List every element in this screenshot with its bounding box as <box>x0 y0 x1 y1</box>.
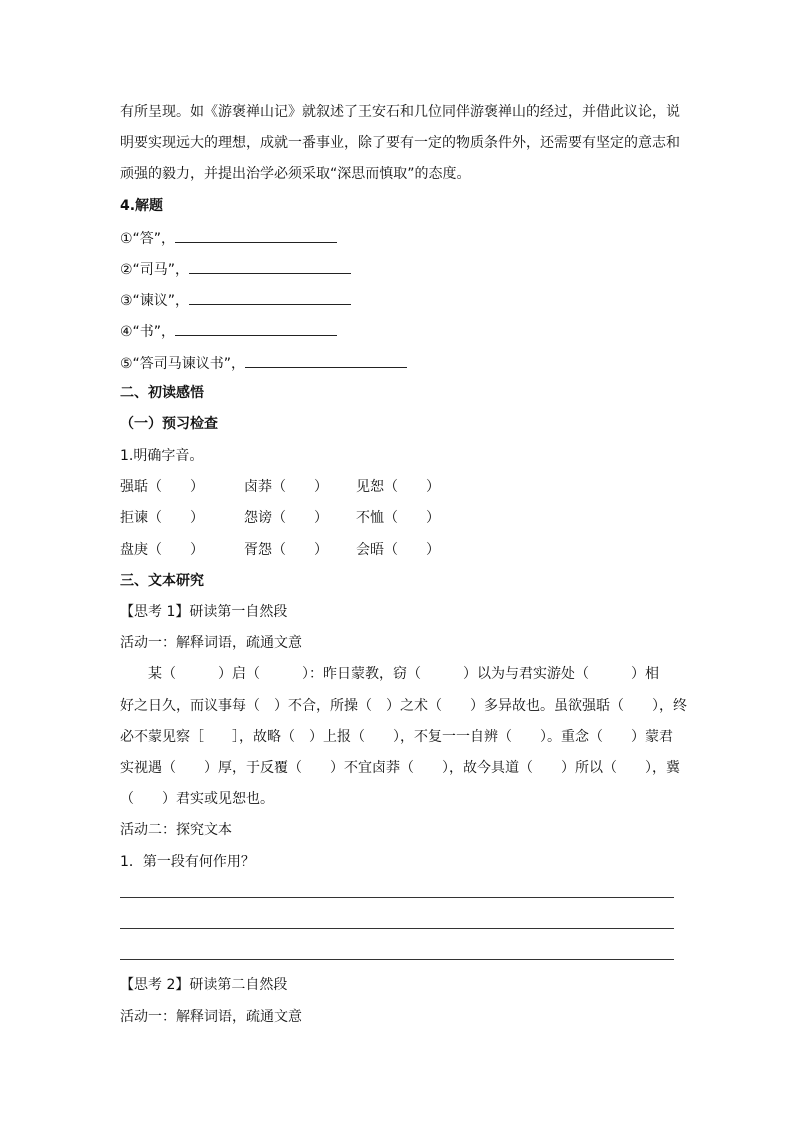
pronunciation-item[interactable]: 卤莽（ ） <box>244 479 328 495</box>
passage-line-5: （ ）君实或见恕也。 <box>120 791 274 807</box>
answer-blank[interactable] <box>189 258 351 274</box>
answer-line[interactable] <box>120 928 674 929</box>
answer-line[interactable] <box>120 897 674 898</box>
passage-line-3: 必不蒙见察［ ］，故略（ ）上报（ ），不复一一自辨（ ）。重念（ ）蒙君 <box>120 729 673 745</box>
think-2-heading: 【思考 2】研读第二自然段 <box>120 977 288 993</box>
pronunciation-item[interactable]: 见恕（ ） <box>356 479 440 495</box>
solve-item-label: ④“书”， <box>120 324 176 340</box>
section-2-subheading: （一）预习检查 <box>120 416 218 432</box>
answer-blank[interactable] <box>175 320 337 336</box>
think-1-heading: 【思考 1】研读第一自然段 <box>120 604 288 620</box>
question-1: 1．第一段有何作用？ <box>120 854 255 870</box>
activity-2-label: 活动二：探究文本 <box>120 822 232 838</box>
activity-3-label: 活动一：解释词语，疏通文意 <box>120 1009 302 1025</box>
section-2-heading: 二、初读感悟 <box>120 385 204 401</box>
solve-item-3 <box>120 289 351 311</box>
solve-item-label: ①“答”， <box>120 231 176 247</box>
pronunciation-item[interactable]: 会晤（ ） <box>356 542 440 558</box>
pronunciation-item[interactable]: 怨谤（ ） <box>244 510 328 526</box>
answer-blank[interactable] <box>245 352 407 368</box>
intro-line-3: 顽强的毅力，并提出治学必须采取“深思而慎取”的态度。 <box>120 166 471 182</box>
section-3-heading: 三、文本研究 <box>120 573 204 589</box>
passage-line-4: 实视遇（ ）厚，于反覆（ ）不宜卤莽（ ），故今具道（ ）所以（ ），冀 <box>120 760 680 776</box>
pronunciation-row-1 <box>120 477 440 497</box>
pronunciation-row-3 <box>120 540 440 560</box>
answer-blank[interactable] <box>175 227 337 243</box>
pronunciation-row-2 <box>120 508 440 528</box>
answer-line[interactable] <box>120 959 674 960</box>
solve-item-2 <box>120 258 351 280</box>
pronunciation-item[interactable]: 胥怨（ ） <box>244 542 328 558</box>
solve-item-label: ②“司马”， <box>120 262 190 278</box>
solve-item-label: ⑤“答司马谏议书”， <box>120 356 246 372</box>
intro-line-1: 有所呈现。如《游褒禅山记》就叙述了王安石和几位同伴游褒禅山的经过，并借此议论，说 <box>120 104 680 120</box>
solve-item-label: ③“谏议”， <box>120 293 190 309</box>
answer-blank[interactable] <box>189 289 351 305</box>
pronunciation-item[interactable]: 强聒（ ） <box>120 479 204 495</box>
solve-item-5 <box>120 352 407 374</box>
pronunciation-item[interactable]: 不恤（ ） <box>356 510 440 526</box>
solve-item-1 <box>120 227 337 249</box>
solve-heading: 4.解题 <box>120 198 164 214</box>
intro-line-2: 明要实现远大的理想，成就一番事业，除了要有一定的物质条件外，还需要有坚定的意志和 <box>120 135 680 151</box>
solve-item-4 <box>120 320 337 342</box>
pronunciation-item[interactable]: 拒谏（ ） <box>120 510 204 526</box>
passage-line-1: 某（ ）启（ ）：昨日蒙教，窃（ ）以为与君实游处（ ）相 <box>148 666 659 682</box>
passage-line-2: 好之日久，而议事每（ ）不合，所操（ ）之术（ ）多异故也。虽欲强聒（ ），终 <box>120 698 687 714</box>
pronunciation-item[interactable]: 盘庚（ ） <box>120 542 204 558</box>
activity-1-label: 活动一：解释词语，疏通文意 <box>120 635 302 651</box>
pronunciation-task: 1.明确字音。 <box>120 448 204 464</box>
